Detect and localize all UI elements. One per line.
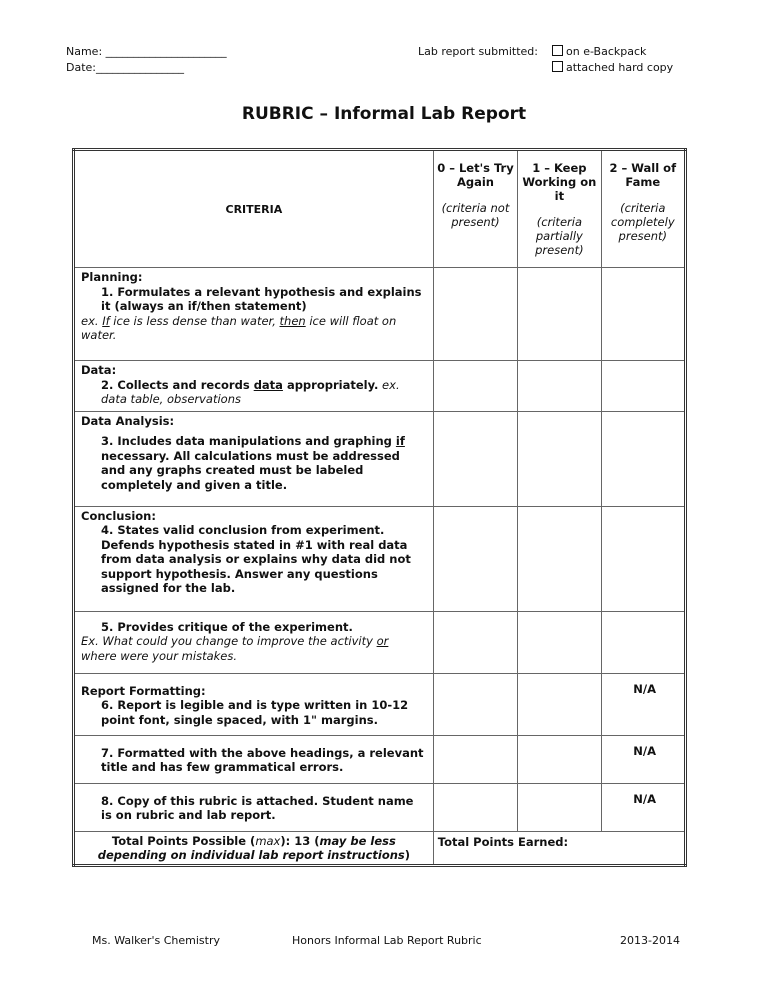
score-cell-1[interactable] <box>518 673 601 735</box>
option-e-backpack-label: on e-Backpack <box>566 45 647 58</box>
criteria-conclusion <box>74 506 434 611</box>
footer-teacher: Ms. Walker's Chemistry <box>92 934 220 947</box>
criteria-rubric-copy <box>74 783 434 831</box>
rubric-table <box>72 148 687 867</box>
rubric-row-conclusion <box>74 506 686 611</box>
section-heading: Data: <box>81 363 117 377</box>
score-cell-0[interactable] <box>433 268 517 361</box>
score-cell-0[interactable] <box>433 735 517 783</box>
criteria-item-3: 3. Includes data manipulations and graphing if necessary. All calculations must be addressed and any graphs created must be labeled completely and given a title. <box>101 434 405 492</box>
not-applicable-cell: N/A <box>601 783 685 831</box>
score-cell-2[interactable] <box>601 411 685 506</box>
score-cell-1[interactable] <box>518 268 601 361</box>
criteria-example-1: ex. If ice is less dense than water, then ice will float on water. <box>81 313 397 342</box>
section-heading: Data Analysis: <box>81 413 175 428</box>
score-cell-2[interactable] <box>601 506 685 611</box>
criteria-data <box>74 361 434 412</box>
name-field-label: Name: ______________________ <box>66 45 227 58</box>
criteria-critique <box>74 611 434 673</box>
score-cell-2[interactable] <box>601 611 685 673</box>
criteria-planning <box>74 268 434 361</box>
score-cell-0[interactable] <box>433 411 517 506</box>
column-1-title: 1 – Keep Working on it <box>522 161 597 203</box>
score-cell-1[interactable] <box>518 735 601 783</box>
criteria-item-7: 7. Formatted with the above headings, a relevant title and has few grammatical errors. <box>101 745 424 774</box>
criteria-header: CRITERIA <box>74 150 434 268</box>
criteria-item-8: 8. Copy of this rubric is attached. Student name is on rubric and lab report. <box>101 793 414 822</box>
score-cell-1[interactable] <box>518 783 601 831</box>
criteria-item-1: 1. Formulates a relevant hypothesis and explains it (always an if/then statement) <box>101 284 422 313</box>
section-heading: Conclusion: <box>81 508 156 523</box>
option-hard-copy[interactable] <box>552 60 673 76</box>
submitted-label: Lab report submitted: <box>418 45 538 58</box>
column-header-0 <box>433 150 517 268</box>
score-cell-1[interactable] <box>518 361 601 412</box>
score-cell-0[interactable] <box>433 361 517 412</box>
column-2-subtitle: (criteria completely present) <box>610 201 675 243</box>
column-header-1 <box>518 150 601 268</box>
score-cell-0[interactable] <box>433 611 517 673</box>
score-cell-1[interactable] <box>518 506 601 611</box>
column-0-subtitle: (criteria not present) <box>441 201 510 229</box>
criteria-example-5: Ex. What could you change to improve the activity or where were your mistakes. <box>81 634 389 663</box>
rubric-row-critique <box>74 611 686 673</box>
totals-row <box>74 831 686 865</box>
section-heading: Planning: <box>81 270 143 284</box>
rubric-row-formatting <box>74 673 686 735</box>
column-2-title: 2 – Wall of Fame <box>609 161 677 189</box>
footer-document-title: Honors Informal Lab Report Rubric <box>292 934 482 947</box>
score-cell-1[interactable] <box>518 611 601 673</box>
rubric-row-data <box>74 361 686 412</box>
score-cell-2[interactable] <box>601 268 685 361</box>
score-cell-2[interactable] <box>601 361 685 412</box>
criteria-headings <box>74 735 434 783</box>
column-0-title: 0 – Let's Try Again <box>437 161 514 189</box>
total-points-earned[interactable]: Total Points Earned: <box>433 831 685 865</box>
option-e-backpack[interactable] <box>552 44 646 60</box>
criteria-item-6: 6. Report is legible and is type written in 10-12 point font, single spaced, with 1" margins. <box>101 698 409 727</box>
total-points-possible: Total Points Possible (max): 13 (may be less depending on individual lab report instructions) <box>74 831 434 865</box>
score-cell-0[interactable] <box>433 506 517 611</box>
score-cell-0[interactable] <box>433 673 517 735</box>
rubric-row-planning <box>74 268 686 361</box>
date-field-label: Date:________________ <box>66 61 184 74</box>
rubric-row-headings <box>74 735 686 783</box>
not-applicable-cell: N/A <box>601 673 685 735</box>
header-row <box>74 150 686 268</box>
not-applicable-cell: N/A <box>601 735 685 783</box>
score-cell-1[interactable] <box>518 411 601 506</box>
rubric-row-analysis <box>74 411 686 506</box>
criteria-formatting <box>74 673 434 735</box>
criteria-item-4: 4. States valid conclusion from experiment. Defends hypothesis stated in #1 with real data from data analysis or explains why data did not support hypothesis. Answer any questions assigned for the lab. <box>101 523 411 595</box>
criteria-item-2: 2. Collects and records data appropriately. ex. data table, observations <box>101 377 400 406</box>
section-heading: Report Formatting: <box>81 683 206 698</box>
checkbox-icon[interactable] <box>552 61 563 72</box>
checkbox-icon[interactable] <box>552 45 563 56</box>
criteria-analysis <box>74 411 434 506</box>
option-hard-copy-label: attached hard copy <box>566 61 674 74</box>
footer-school-year: 2013-2014 <box>620 934 680 947</box>
column-header-2 <box>601 150 685 268</box>
score-cell-0[interactable] <box>433 783 517 831</box>
criteria-item-5: 5. Provides critique of the experiment. <box>101 619 353 634</box>
page-title: RUBRIC – Informal Lab Report <box>241 104 527 124</box>
column-1-subtitle: (criteria partially present) <box>535 215 584 257</box>
rubric-row-rubric-copy <box>74 783 686 831</box>
